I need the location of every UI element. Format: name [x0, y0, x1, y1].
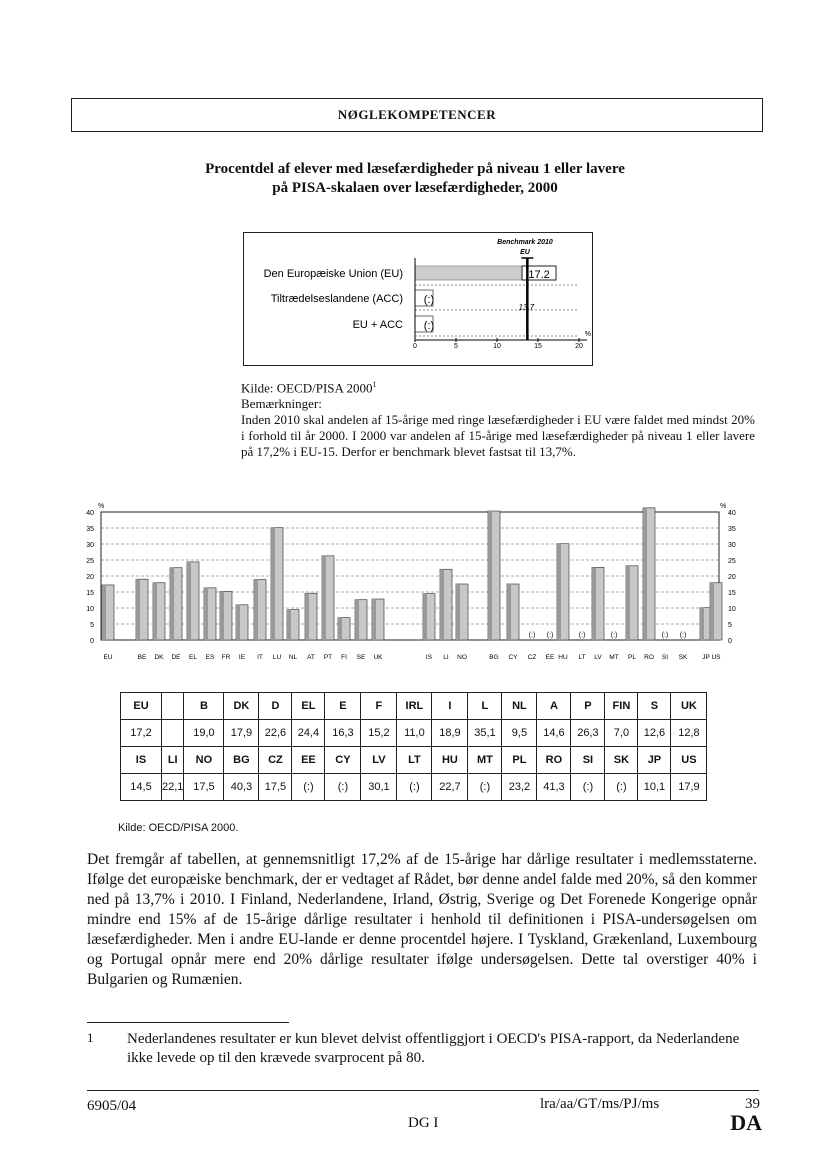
y-tick-label-left: 0	[90, 638, 94, 645]
bar-shade-DK	[153, 583, 157, 640]
chart-title-line-2: på PISA-skalaen over læsefærdigheder, 2000	[272, 180, 558, 196]
table-value-cell: (:)	[397, 774, 432, 801]
table-header-cell: E	[325, 693, 361, 720]
table-value-cell: 14,5	[121, 774, 162, 801]
table-value-cell: 35,1	[468, 720, 502, 747]
table-value-cell: 14,6	[537, 720, 571, 747]
table-row	[121, 747, 707, 774]
y-tick-label-right: 15	[728, 590, 736, 597]
y-tick-label-right: 40	[728, 510, 736, 517]
missing-label-SI: (:)	[661, 632, 669, 639]
missing-label-LT: (:)	[578, 632, 586, 639]
body-paragraph: Det fremgår af tabellen, at gennemsnitligt 17,2% af de 15-årige har dårlige resultater i medlemsstaterne. Ifølge det europæiske benchmark, der er vedtaget af Rådet, bør denne andel falde med 20%, så den kommer ned på 13,7% i 2010. I Finland, Nederlandene, Irland, Østrig, Sverige og Det Forenede Kongerige opnår mindre end 15% af de 15-årige dårlige resultater i henhold til definitionen i PISA-undersøgelsen om læsefærdigheder. Men i andre EU-lande er denne procentdel højere. I Tyskland, Grækenland, Luxembourg og Portugal opnår mere end 20% dårlige resultater ifølge undersøgelsen. Dette tal overstiger 40% i Bulgarien og Rumænien.	[87, 851, 757, 988]
x-tick-label-IT: IT	[257, 654, 263, 661]
table-value-cell	[162, 720, 184, 747]
table-header-cell: S	[638, 693, 671, 720]
bar-shade-FI	[338, 618, 342, 640]
benchmark-sublabel: EU	[520, 249, 530, 256]
table-value-cell: 41,3	[537, 774, 571, 801]
chart-title-line-1: Procentdel af elever med læsefærdigheder på niveau 1 eller lavere	[205, 161, 625, 177]
chart-title	[150, 160, 680, 198]
table-header-cell: B	[184, 693, 224, 720]
table-header-cell	[162, 693, 184, 720]
table-value-cell: 17,2	[121, 720, 162, 747]
table-header-cell: NL	[502, 693, 537, 720]
section-header-box	[71, 98, 763, 132]
table-value-cell: 10,1	[638, 774, 671, 801]
table-value-cell: 7,0	[605, 720, 638, 747]
bar-shade-JP	[700, 608, 704, 640]
table-header-cell: LV	[361, 747, 397, 774]
table-header-cell: CZ	[259, 747, 292, 774]
bar-shade-BG	[488, 511, 492, 640]
x-tick-label-MT: MT	[609, 654, 619, 661]
benchmark-axis-tick-label: 20	[575, 343, 583, 350]
notes-source-text: Kilde: OECD/PISA 2000	[241, 380, 373, 396]
x-tick-label-BG: BG	[489, 654, 499, 661]
table-header-cell: IS	[121, 747, 162, 774]
table-value-cell: 17,9	[671, 774, 707, 801]
benchmark-label: Benchmark 2010	[497, 239, 553, 246]
bar-shade-NO	[456, 584, 460, 640]
bar-shade-LU	[271, 528, 275, 640]
y-tick-label-left: 15	[86, 590, 94, 597]
table-value-cell: 22,7	[432, 774, 468, 801]
notes-block	[241, 377, 755, 460]
table-value-cell: 16,3	[325, 720, 361, 747]
x-tick-label-LT: LT	[578, 654, 586, 661]
table-value-cell: 11,0	[397, 720, 432, 747]
x-tick-label-SI: SI	[661, 654, 669, 661]
table-value-cell: 9,5	[502, 720, 537, 747]
x-tick-label-CY: CY	[508, 654, 518, 661]
x-tick-label-EE: EE	[545, 654, 555, 661]
bar-shade-EL	[187, 562, 191, 640]
benchmark-row-label: Tiltrædelseslandene (ACC)	[270, 293, 403, 305]
notes-source	[241, 377, 755, 396]
table-header-cell: SI	[571, 747, 605, 774]
table-value-cell: (:)	[571, 774, 605, 801]
y-tick-label-right: 25	[728, 558, 736, 565]
notes-body: Inden 2010 skal andelen af 15-årige med ringe læsefærdigheder i EU være faldet med mindst 20% i forhold til år 2000. I 2000 var andelen af 15-årige med læsefærdigheder på niveau 1 eller lavere på 17,2% i EU-15. Derfor er benchmark blevet fastsat til 13,7%.	[241, 412, 755, 460]
table-header-cell: L	[468, 693, 502, 720]
bar-shade-DE	[170, 568, 174, 640]
x-tick-label-JP: JP	[702, 654, 710, 661]
x-tick-label-EU: EU	[103, 654, 113, 661]
bar-shade-HU	[557, 544, 561, 640]
bar-shade-PL	[626, 566, 630, 640]
table-value-cell: 17,5	[259, 774, 292, 801]
y-tick-label-left: 5	[90, 622, 94, 629]
table-header-cell: NO	[184, 747, 224, 774]
y-tick-label-left: 40	[86, 510, 94, 517]
footnote-text: Nederlandenes resultater er kun blevet delvist offentliggjort i OECD's PISA-rapport, da Nederlandene ikke levede op til den krævede svarprocent på 80.	[127, 1031, 740, 1066]
y-tick-label-right: 20	[728, 574, 736, 581]
table-header-cell: P	[571, 693, 605, 720]
y-tick-label-left: 30	[86, 542, 94, 549]
table-value-cell: 22,6	[259, 720, 292, 747]
table-header-cell: US	[671, 747, 707, 774]
benchmark-missing-value: (:)	[423, 294, 435, 306]
bar-shade-CY	[507, 584, 511, 640]
table-header-cell: MT	[468, 747, 502, 774]
x-tick-label-SE: SE	[356, 654, 366, 661]
table-value-cell: 18,9	[432, 720, 468, 747]
x-tick-label-IE: IE	[238, 654, 246, 661]
x-tick-label-IS: IS	[425, 654, 433, 661]
bar-shade-NL	[287, 610, 291, 640]
table-header-cell: BG	[224, 747, 259, 774]
x-tick-label-CZ: CZ	[527, 654, 537, 661]
benchmark-row-label: Den Europæiske Union (EU)	[263, 268, 403, 280]
table-header-cell: UK	[671, 693, 707, 720]
y-tick-label-left: 35	[86, 526, 94, 533]
table-header-cell: JP	[638, 747, 671, 774]
table-value-cell: (:)	[605, 774, 638, 801]
x-tick-label-NO: NO	[457, 654, 467, 661]
benchmark-axis-tick-label: 15	[534, 343, 542, 350]
table-value-cell: (:)	[292, 774, 325, 801]
x-tick-label-PL: PL	[628, 654, 636, 661]
x-tick-label-FR: FR	[221, 654, 231, 661]
notes-heading: Bemærkninger:	[241, 396, 322, 412]
footer-language: DA	[730, 1110, 762, 1135]
y-tick-label-left: 20	[86, 574, 94, 581]
bar-shade-PT	[322, 556, 326, 640]
notes-source-footnote-ref: 1	[372, 380, 377, 389]
table-value-cell: 24,4	[292, 720, 325, 747]
y-unit-right: %	[720, 503, 727, 510]
country-bar-chart	[82, 500, 742, 664]
benchmark-missing-value: (:)	[423, 320, 435, 332]
table-value-cell: 15,2	[361, 720, 397, 747]
x-tick-label-UK: UK	[373, 654, 383, 661]
bar-shade-RO	[643, 508, 647, 640]
footer-divider	[87, 1090, 759, 1091]
benchmark-axis-tick-label: 5	[454, 343, 458, 350]
x-tick-label-US: US	[711, 654, 721, 661]
x-tick-label-DK: DK	[154, 654, 164, 661]
table-header-cell: LI	[162, 747, 184, 774]
x-tick-label-FI: FI	[341, 654, 347, 661]
x-tick-label-HU: HU	[558, 654, 568, 661]
x-tick-label-AT: AT	[307, 654, 315, 661]
y-tick-label-right: 0	[728, 638, 732, 645]
footer-doc-number: 6905/04	[87, 1098, 137, 1114]
table-row	[121, 774, 707, 801]
benchmark-chart	[243, 232, 593, 366]
x-tick-label-LV: LV	[594, 654, 602, 661]
table-header-cell: EU	[121, 693, 162, 720]
missing-label-SK: (:)	[679, 632, 687, 639]
benchmark-row-label: EU + ACC	[352, 319, 403, 331]
table-value-cell: 22,1	[162, 774, 184, 801]
bar-shade-AT	[305, 593, 309, 640]
table-value-cell: 40,3	[224, 774, 259, 801]
missing-label-MT: (:)	[610, 632, 618, 639]
benchmark-axis-tick-label: 0	[413, 343, 417, 350]
footer-page-number: 39	[745, 1096, 760, 1112]
benchmark-unit: %	[584, 331, 591, 338]
x-tick-label-NL: NL	[288, 654, 298, 661]
x-tick-label-RO: RO	[644, 654, 654, 661]
table-header-cell: D	[259, 693, 292, 720]
x-tick-label-SK: SK	[678, 654, 688, 661]
table-value-cell: (:)	[325, 774, 361, 801]
table-header-cell: CY	[325, 747, 361, 774]
table-header-cell: A	[537, 693, 571, 720]
bar-shade-UK	[372, 599, 376, 640]
bar-shade-IE	[236, 605, 240, 640]
x-tick-label-ES: ES	[205, 654, 215, 661]
table-value-cell: 19,0	[184, 720, 224, 747]
table-value-cell: (:)	[468, 774, 502, 801]
table-header-cell: F	[361, 693, 397, 720]
table-value-cell: 12,6	[638, 720, 671, 747]
y-tick-label-right: 30	[728, 542, 736, 549]
x-tick-label-LU: LU	[272, 654, 282, 661]
benchmark-axis-tick-label: 10	[493, 343, 501, 350]
x-tick-label-DE: DE	[171, 654, 181, 661]
y-tick-label-right: 35	[728, 526, 736, 533]
benchmark-rows	[264, 266, 579, 336]
x-tick-label-LI: LI	[443, 654, 449, 661]
bar-shade-FR	[220, 591, 224, 640]
bar-shade-LI	[440, 569, 444, 640]
footnote-divider	[87, 1022, 289, 1023]
footer-department: DG I	[408, 1115, 439, 1131]
missing-label-CZ: (:)	[528, 632, 536, 639]
table-header-cell: FIN	[605, 693, 638, 720]
table-header-cell: HU	[432, 747, 468, 774]
benchmark-value: 17.2	[528, 269, 550, 281]
bar-shade-IT	[254, 580, 258, 640]
bar-shade-BE	[136, 579, 140, 640]
table-header-cell: DK	[224, 693, 259, 720]
bar-shade-SE	[355, 600, 359, 640]
table-row	[121, 693, 707, 720]
x-tick-label-BE: BE	[137, 654, 147, 661]
section-header-title: NØGLEKOMPETENCER	[337, 107, 497, 122]
table-header-cell: PL	[502, 747, 537, 774]
bar-shade-IS	[423, 594, 427, 640]
y-tick-label-right: 5	[728, 622, 732, 629]
table-source: Kilde: OECD/PISA 2000.	[118, 822, 239, 834]
missing-label-EE: (:)	[546, 632, 554, 639]
benchmark-value-label: 13.7	[518, 303, 535, 312]
table-header-cell: EE	[292, 747, 325, 774]
y-tick-label-left: 10	[86, 606, 94, 613]
table-value-cell: 23,2	[502, 774, 537, 801]
y-unit-left: %	[98, 503, 105, 510]
table-value-cell: 17,5	[184, 774, 224, 801]
x-tick-label-EL: EL	[189, 654, 197, 661]
table-header-cell: IRL	[397, 693, 432, 720]
footer-reference: lra/aa/GT/ms/PJ/ms	[540, 1096, 660, 1112]
table-value-cell: 12,8	[671, 720, 707, 747]
table-header-cell: LT	[397, 747, 432, 774]
footnote-number: 1	[87, 1030, 94, 1045]
table-header-cell: EL	[292, 693, 325, 720]
table-value-cell: 30,1	[361, 774, 397, 801]
bar-shade-EU	[102, 585, 106, 640]
table-header-cell: RO	[537, 747, 571, 774]
bar-shade-US	[710, 583, 714, 640]
y-tick-label-left: 25	[86, 558, 94, 565]
bar-shade-ES	[204, 588, 208, 640]
y-tick-label-right: 10	[728, 606, 736, 613]
country-data-table	[120, 692, 707, 801]
table-header-cell: SK	[605, 747, 638, 774]
table-value-cell: 17,9	[224, 720, 259, 747]
table-row	[121, 720, 707, 747]
x-tick-label-PT: PT	[323, 654, 333, 661]
table-header-cell: I	[432, 693, 468, 720]
table-value-cell: 26,3	[571, 720, 605, 747]
bar-shade-LV	[592, 567, 596, 640]
